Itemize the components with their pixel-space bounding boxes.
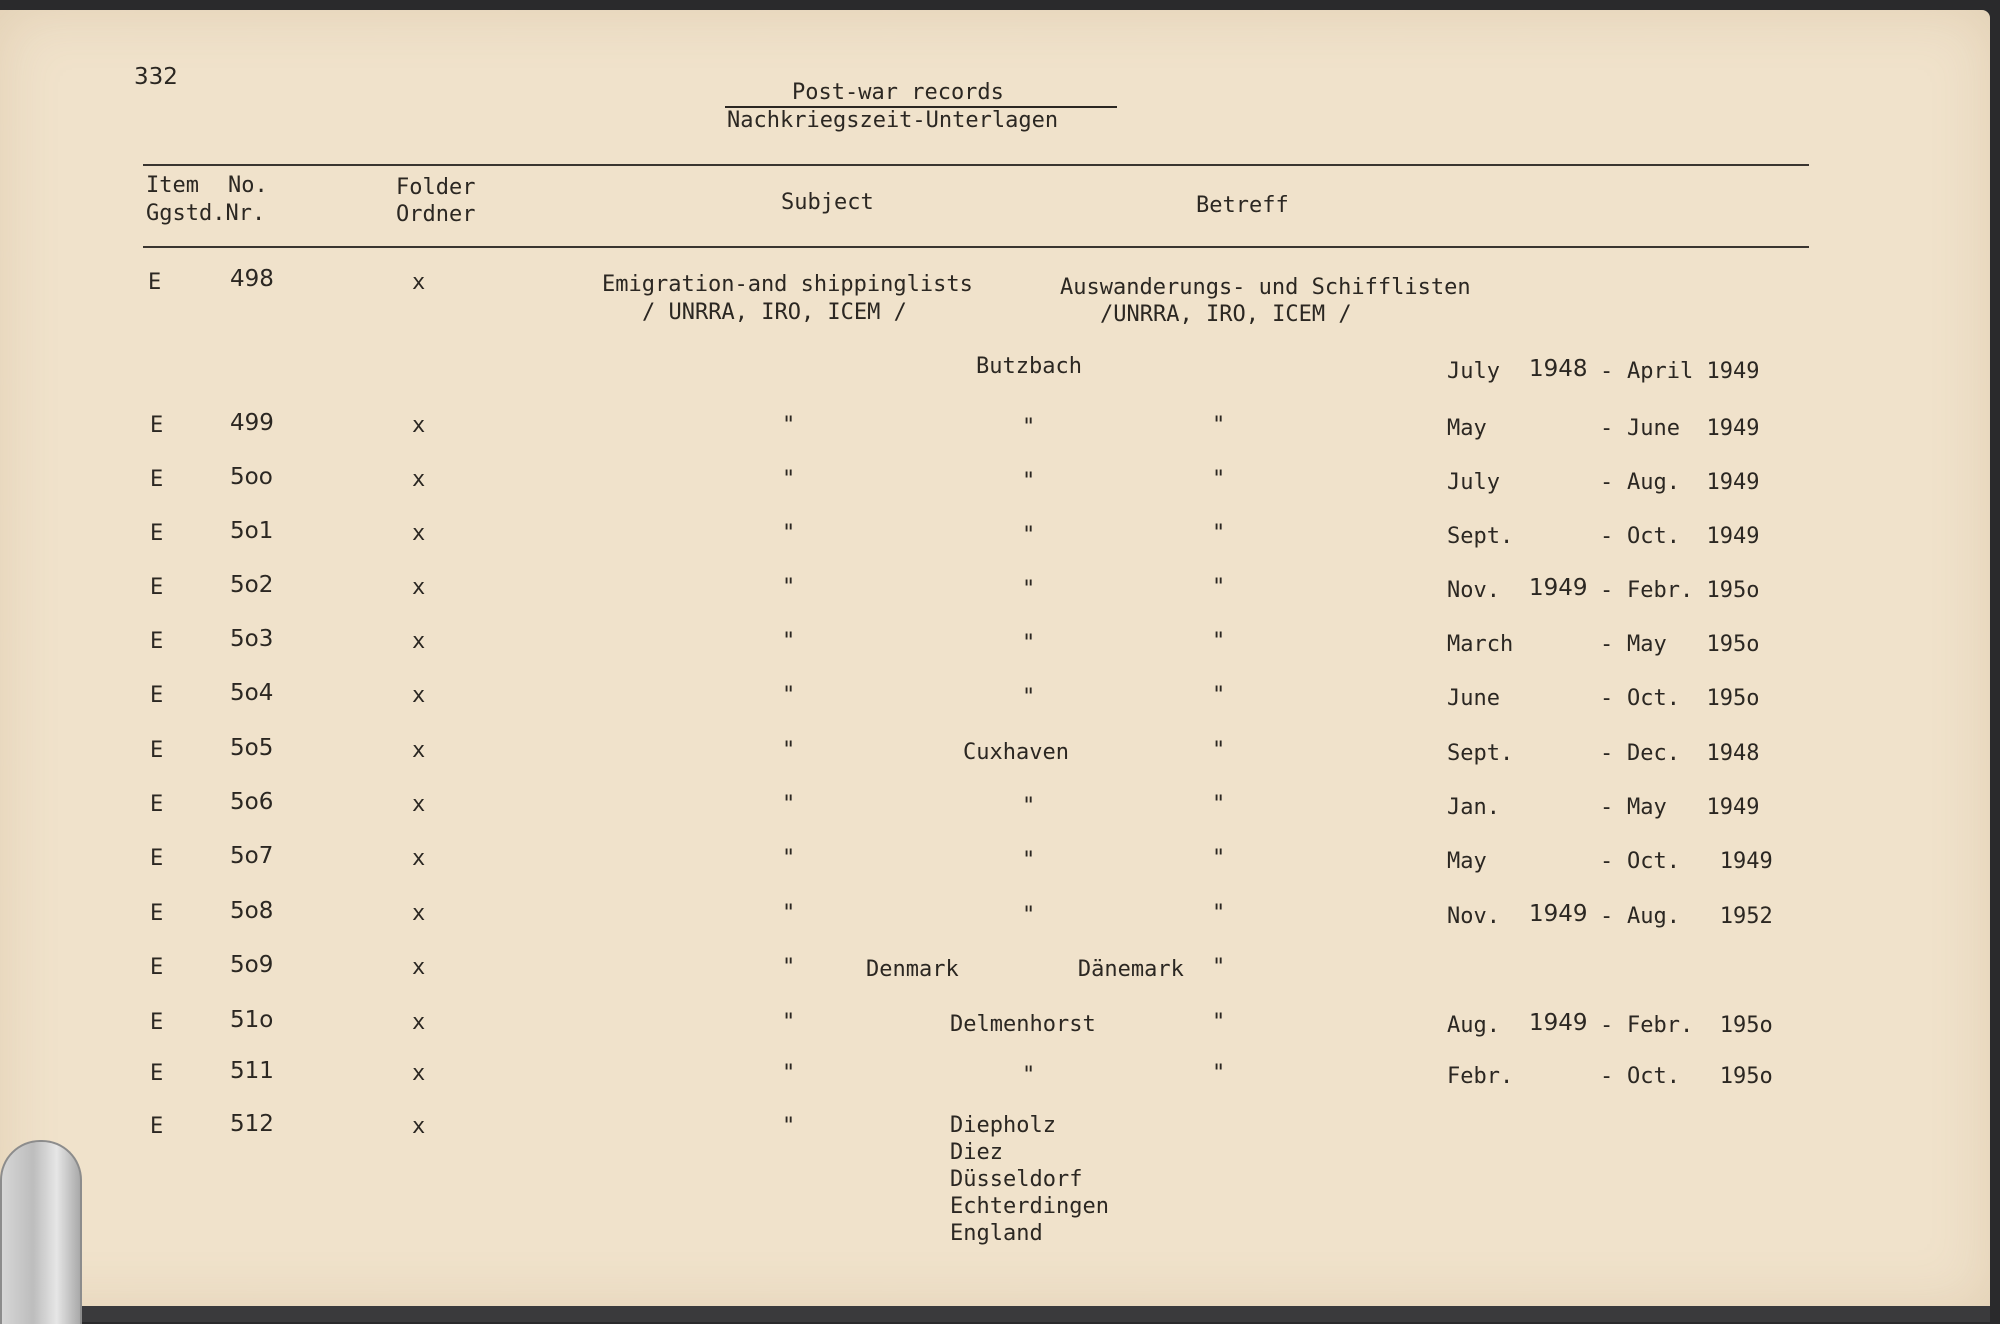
subject-ditto: " [782,1010,796,1035]
date-dash: - [1600,359,1614,384]
row-number: 5o1 [230,518,274,544]
header-item: Item [146,173,199,198]
row-folder: x [412,1010,426,1035]
place-list-item: Düsseldorf [950,1167,1083,1192]
title-de: Nachkriegszeit-Unterlagen [727,108,1059,133]
betreff-ditto: " [1212,1061,1226,1086]
row-item: E [148,270,162,295]
header-top-rule [143,164,1809,166]
row-number: 5o4 [230,680,274,706]
subject-place: " [1022,523,1036,548]
date-to: April 1949 [1627,359,1760,384]
header-no: No. [228,173,268,198]
row-item: E [150,521,164,546]
date-from-month: Sept. [1447,524,1514,549]
date-dash: - [1600,1064,1614,1089]
date-from-month: Febr. [1447,1064,1514,1089]
date-dash: - [1600,686,1614,711]
subject-ditto: " [782,792,796,817]
row-item: E [150,575,164,600]
date-to: Dec. 1948 [1627,741,1760,766]
row-folder: x [412,270,426,295]
date-to: Oct. 195o [1627,686,1760,711]
date-from-month: May [1447,416,1487,441]
row-item: E [150,1061,164,1086]
betreff-ditto: " [1212,467,1226,492]
subject-place: " [1022,903,1036,928]
row-number: 5o7 [230,843,274,869]
subject-line-2: / UNRRA, IRO, ICEM / [642,300,907,325]
subject-place: " [1022,469,1036,494]
row-number: 5o8 [230,898,274,924]
row-item: E [150,413,164,438]
betreff-ditto: " [1212,901,1226,926]
date-to: Oct. 1949 [1627,849,1773,874]
subject-ditto: " [782,467,796,492]
date-dash: - [1600,795,1614,820]
page-number: 332 [134,64,178,90]
place-list-item: England [950,1221,1043,1246]
row-item: E [150,1010,164,1035]
subject-ditto: " [782,738,796,763]
place-list-item: Echterdingen [950,1194,1109,1219]
row-item: E [150,683,164,708]
subject-place: " [1022,577,1036,602]
row-folder: x [412,955,426,980]
subject-ditto: " [782,521,796,546]
date-to: Febr. 195o [1627,578,1760,603]
date-from-month: May [1447,849,1487,874]
row-item: E [150,467,164,492]
date-from-month: July [1447,359,1500,384]
betreff-ditto: " [1212,1010,1226,1035]
date-dash: - [1600,416,1614,441]
date-from-month: June [1447,686,1500,711]
row-number: 5o6 [230,789,274,815]
betreff-ditto: " [1212,683,1226,708]
date-from-month: Jan. [1447,795,1500,820]
date-to: Febr. 195o [1627,1013,1773,1038]
subject-line-1: Emigration-and shippinglists [602,272,973,297]
subject-place: " [1022,1063,1036,1088]
row-item: E [150,1114,164,1139]
date-to: Aug. 1952 [1627,904,1773,929]
place-butzbach: Butzbach [976,354,1082,379]
row-number: 5o5 [230,735,274,761]
row-folder: x [412,413,426,438]
date-from-month: Nov. [1447,578,1500,603]
betreff-ditto: " [1212,629,1226,654]
betreff-ditto: " [1212,846,1226,871]
betreff-ditto: " [1212,792,1226,817]
date-dash: - [1600,904,1614,929]
date-from-month: March [1447,632,1514,657]
subject-ditto: " [782,413,796,438]
betreff-ditto: " [1212,413,1226,438]
betreff-ditto: " [1212,738,1226,763]
date-from-month: Nov. [1447,904,1500,929]
row-item: E [150,901,164,926]
row-number: 512 [230,1111,274,1137]
header-bottom-rule [143,246,1809,248]
date-to: May 195o [1627,632,1760,657]
date-to: May 1949 [1627,795,1760,820]
subject-place: Delmenhorst [950,1012,1096,1037]
subject-place: " [1022,415,1036,440]
date-dash: - [1600,524,1614,549]
betreff-ditto: " [1212,575,1226,600]
subject-ditto: " [782,846,796,871]
date-from-month: Aug. [1447,1013,1500,1038]
subject-ditto: " [782,629,796,654]
date-dash: - [1600,849,1614,874]
subject-place: " [1022,631,1036,656]
subject-ditto: " [782,901,796,926]
place-list-item: Diepholz [950,1113,1056,1138]
binder-clip [0,1140,82,1324]
date-dash: - [1600,470,1614,495]
row-item: E [150,792,164,817]
row-number: 5o9 [230,952,274,978]
betreff-line-1: Auswanderungs- und Schifflisten [1060,275,1471,300]
page-bottom-edge [60,1306,1990,1322]
header-betreff: Betreff [1196,193,1289,218]
row-folder: x [412,738,426,763]
date-to: Oct. 1949 [1627,524,1760,549]
subject-ditto: " [782,683,796,708]
subject-ditto: " [782,575,796,600]
row-folder: x [412,467,426,492]
date-to: Oct. 195o [1627,1064,1773,1089]
subject-ditto: " [782,1114,796,1139]
header-item-no-de: Ggstd.Nr. [146,201,266,226]
betreff-ditto: " [1212,521,1226,546]
row-item: E [150,846,164,871]
date-from-year: 1949 [1529,575,1588,601]
date-from-year: 1949 [1529,901,1588,927]
row-folder: x [412,1061,426,1086]
row-item: E [150,738,164,763]
date-from-year: 1949 [1529,1010,1588,1036]
row-item: E [150,629,164,654]
date-dash: - [1600,578,1614,603]
row-number: 499 [230,410,274,436]
date-dash: - [1600,1013,1614,1038]
row-folder: x [412,792,426,817]
subject-place: Denmark Dänemark [866,957,1184,982]
row-folder: x [412,1114,426,1139]
date-to: Aug. 1949 [1627,470,1760,495]
subject-ditto: " [782,955,796,980]
row-folder: x [412,575,426,600]
betreff-line-2: /UNRRA, IRO, ICEM / [1100,302,1352,327]
row-number: 5o3 [230,626,274,652]
row-number: 511 [230,1058,274,1084]
header-folder-de: Ordner [396,202,476,227]
header-subject: Subject [781,190,874,215]
row-number: 498 [230,266,274,292]
date-from-month: Sept. [1447,741,1514,766]
row-folder: x [412,629,426,654]
header-folder: Folder [396,175,476,200]
subject-place: " [1022,848,1036,873]
row-number: 5oo [230,464,273,490]
date-from-month: July [1447,470,1500,495]
row-folder: x [412,683,426,708]
date-dash: - [1600,741,1614,766]
row-folder: x [412,521,426,546]
betreff-ditto: " [1212,955,1226,980]
row-number: 5o2 [230,572,274,598]
place-list-item: Diez [950,1140,1003,1165]
date-to: June 1949 [1627,416,1760,441]
subject-place: Cuxhaven [963,740,1069,765]
date-dash: - [1600,632,1614,657]
subject-place: " [1022,794,1036,819]
date-from-year: 1948 [1529,356,1588,382]
row-item: E [150,955,164,980]
row-number: 51o [230,1007,274,1033]
row-folder: x [412,846,426,871]
title-en: Post-war records [792,80,1004,105]
subject-ditto: " [782,1061,796,1086]
row-folder: x [412,901,426,926]
subject-place: " [1022,685,1036,710]
